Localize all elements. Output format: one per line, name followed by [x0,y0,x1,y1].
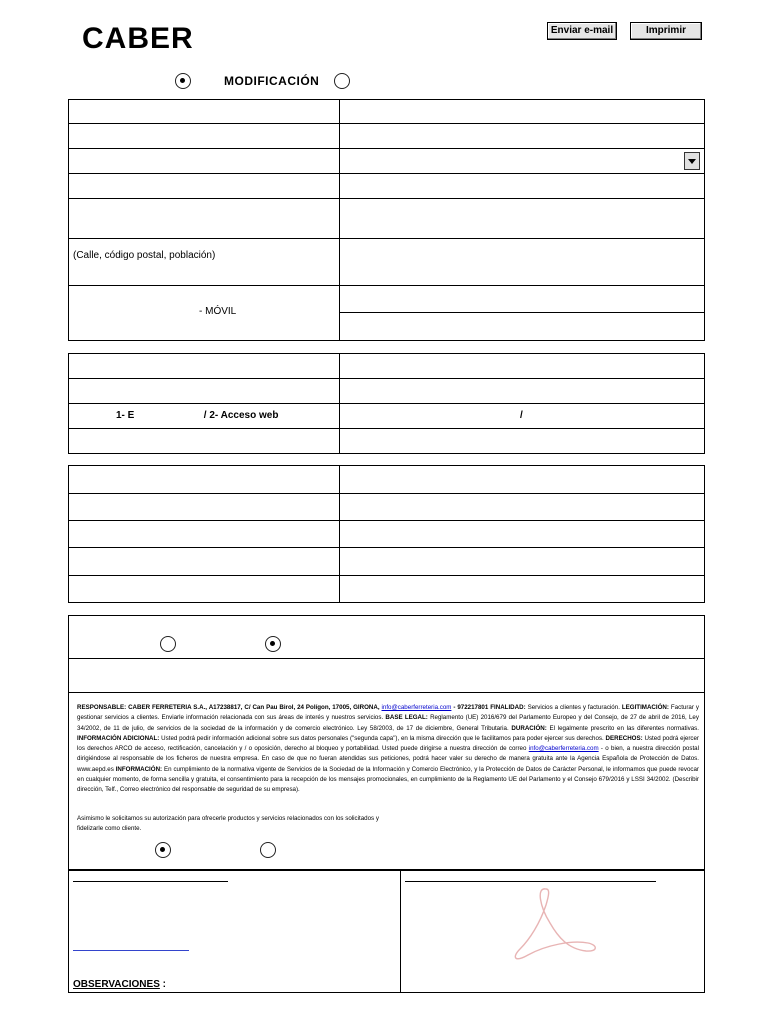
mobile-input[interactable] [340,313,704,340]
additional-input-5[interactable] [340,576,704,602]
email-link-2[interactable]: info@caberferreteria.com [528,745,599,753]
address-input[interactable] [340,239,704,285]
communication-detail-input[interactable] [69,659,704,692]
derechos-text-2: - o bien, a nuestra dirección postal dirigiéndose al responsable de los ficheros de nuestra empresa. En caso de que no fueran atendidas sus peticiones, podrá hacer valer su derecho de manera gratuita ante la Agencia Española de Protección de Datos. www.aepd.es [77,745,699,773]
finalidad-label: FINALIDAD: [490,704,526,711]
observaciones-heading [73,979,166,990]
informacion-text: En cumplimiento de la normativa vigente de Servicios de la Sociedad de la Información y Comercio Electrónico, y la Protección de Datos de Carácter Personal, le informamos que puede revocar en cualquier momento, de forma sencilla y gratuita, el consentimiento para la recepción de los mensajes promocionales, en cumplimiento de la Reglamento UE del Parlamento y el Consejo 679/2016 y LSSI 34/2002. (Describir dirección, Telf., Correo electrónico del responsable de seguridad de su empresa). [77,765,699,794]
legitimacion-text: Facturar y gestionar servicios a clientes. Enviarle información relacionada con sus áreas de interés y nuestros servicios. [77,704,699,722]
field-input-2[interactable] [340,124,704,148]
info-adicional-label: INFORMACIÓN ADICIONAL: [77,734,160,742]
send-email-button[interactable]: Enviar e-mail [547,22,617,40]
observaciones-label: OBSERVACIONES [73,979,160,990]
radio-selected-dot [180,78,185,83]
responsable-text: RESPONSABLE: CABER FERRETERIA S.A., A17238817, C/ Can Pau Birol, 24 Polígon, 17005, GIRONA, [77,704,380,711]
access-options-label: 1- E / 2- Acceso web [116,410,279,421]
finalidad-text: Servicios a clientes y facturación. [527,704,620,711]
field-input-4[interactable] [340,174,704,198]
derechos-text-1: Usted podrá ejercer los derechos ARCO de acceso, rectificación, cancelación y / o oposición, derecho al bloqueo y portabilidad. Usted puede dirigirse a nuestra dirección de correo [77,734,699,753]
additional-input-1[interactable] [340,466,704,493]
radio-selected-dot [160,847,165,852]
info-adicional-text: Usted podrá pedir información adicional sobre sus datos personales ("segunda capa"), en la misma dirección que le facilitamos para poder ejercer sus derechos. [161,734,604,742]
field-select-3[interactable] [340,149,683,173]
mobile-label: - MÓVIL [199,306,237,317]
caber-logo: CABER [82,22,194,55]
observaciones-colon: : [162,979,166,990]
address-hint-label: (Calle, código postal, población) [73,250,216,261]
consent-line-1: Asimismo le solicitamos su autorización para ofrecerle productos y servicios relacionados con los solicitados y [77,815,379,822]
field-input-1[interactable] [340,100,704,123]
access-input-1[interactable] [340,354,704,378]
consent-text [77,814,437,834]
consent-no-radio[interactable] [260,842,276,858]
communication-option-2-radio[interactable] [265,636,281,652]
base-legal-text: Reglamento (UE) 2016/679 del Parlamento Europeo y del Consejo, de 27 de abril de 2016, Ley 34/2002, de 11 de julio, de servicios de la sociedad de la información y de comercio electrónico. Ley 58/2003, de 17 de diciembre, General Tributaria. [77,714,699,732]
derechos-label: DERECHOS: [605,734,643,742]
additional-input-3[interactable] [340,521,704,547]
consent-yes-radio[interactable] [155,842,171,858]
additional-input-4[interactable] [340,548,704,575]
signature-field-left[interactable] [69,884,399,992]
phone-text: - 972217801 [451,704,489,711]
chevron-down-icon [688,159,696,164]
access-input-4[interactable] [340,429,704,453]
legal-notice [77,703,699,796]
access-input-2[interactable] [340,379,704,403]
base-legal-label: BASE LEGAL: [385,714,428,722]
signature-line-right [405,881,656,882]
modificacion-label: MODIFICACIÓN [224,74,320,88]
acrobat-logo-icon [506,883,602,965]
consent-line-2: fidelizarle como cliente. [77,825,142,832]
signature-line-left [73,881,228,882]
radio-selected-dot [270,641,275,646]
row-divider [68,692,705,693]
additional-input-2[interactable] [340,494,704,520]
communication-option-1-radio[interactable] [160,636,176,652]
print-button[interactable]: Imprimir [630,22,702,40]
row-divider [68,403,705,404]
duracion-label: DURACIÓN: [511,724,547,732]
access-value-separator: / [520,410,523,421]
dropdown-button[interactable] [684,152,700,170]
duracion-text: El legalmente prescrito en las diferentes normativas. [549,724,699,732]
alta-radio[interactable] [175,73,191,89]
modificacion-radio[interactable] [334,73,350,89]
legitimacion-label: LEGITIMACIÓN: [621,704,669,711]
field-input-5[interactable] [340,199,704,238]
phone-input[interactable] [340,286,704,312]
email-link[interactable]: info@caberferreteria.com [381,704,452,711]
informacion-label: INFORMACIÓN: [115,765,163,773]
